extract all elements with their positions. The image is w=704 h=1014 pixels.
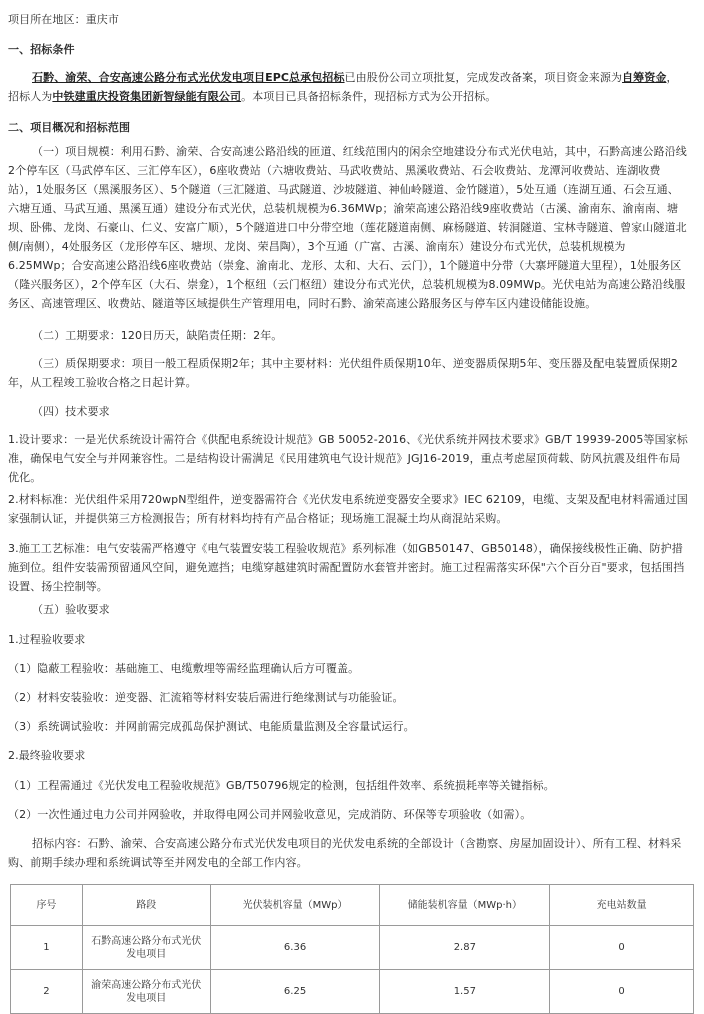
tender-conditions-paragraph	[8, 68, 688, 106]
capacity-table	[10, 884, 694, 1014]
duration-paragraph: （二）工期要求：120日历天，缺陷责任期：2年。	[32, 329, 283, 342]
project-name: 石黔、渝荣、合安高速公路分布式光伏发电项目EPC总承包招标	[32, 71, 345, 84]
tech-requirements-heading: （四）技术要求	[32, 405, 110, 418]
cell-no: 1	[11, 926, 83, 970]
conditions-text-a: 已由股份公司立项批复，完成发改备案，项目资金来源为	[344, 71, 623, 84]
acceptance-item-system-debug: （3）系统调试验收：并网前需完成孤岛保护测试、电能质量监测及全容量试运行。	[8, 720, 415, 733]
final-acceptance-item-standard: （1）工程需通过《光伏发电工程验收规范》GB/T50796规定的检测，包括组件效率、系统损耗率等关键指标。	[8, 779, 555, 792]
cell-storage-capacity: 2.87	[380, 926, 550, 970]
project-scale-paragraph: （一）项目规模：利用石黔、渝荣、合安高速公路沿线的匝道、红线范围内的闲余空地建设分布式光伏电站，其中，石黔高速公路沿线2个停车区（马武停车区、三汇停车区），6座收费站（六塘收费站、马武收费站、黑溪收费站、石会收费站、龙潭河收费站、连湖收费站），1处服务区（黑溪服务区）、5个隧道（三汇隧道、马武隧道、沙坡隧道、神仙岭隧道、金竹隧道），5处互通（连湖互通、石会互通、六塘互通、马武互通、黑溪互通）建设分布式光伏，总装机规模为6.36MWp；渝荣高速公路沿线9座收费站（古溪、渝南东、渝南南、塘坝、卧佛、龙岗、石豪山、仁义、安富广顺），5个隧道进口中分带空地（莲花隧道南侧、麻杨隧道、转洞隧道、宝林寺隧道、曾家山隧道北侧/南侧），4处服务区（龙形停车区、塘坝、龙岗、荣昌陶），3个互通（广富、古溪、渝南东）建设分布式光伏，总装机规模为6.25MWp；合安高速公路沿线6座收费站（崇龛、渝南北、龙形、太和、大石、云门），1个隧道中分带（大寨坪隧道大里程），1处服务区（隆兴服务区），2个停车区（大石、崇龛），1个枢纽（云门枢纽）建设分布式光伏，总装机规模为8.09MWp。光伏电站为高速公路沿线服务区、高速管理区、收费站、隧道等区域提供生产管理用电，同时石黔、渝荣高速公路服务区与停车区内建设储能设施。	[8, 145, 687, 310]
cell-charging-stations: 0	[550, 926, 694, 970]
cell-section: 石黔高速公路分布式光伏发电项目	[82, 926, 210, 970]
cell-section: 渝荣高速公路分布式光伏发电项目	[82, 970, 210, 1014]
acceptance-item-concealed-works: （1）隐蔽工程验收：基础施工、电缆敷埋等需经监理确认后方可覆盖。	[8, 662, 360, 675]
tender-scope-paragraph: 招标内容：石黔、渝荣、合安高速公路分布式光伏发电项目的光伏发电系统的全部设计（含勘察、房屋加固设计）、所有工程、材料采购、前期手续办理和系统调试等至并网发电的全部工作内容。	[8, 837, 682, 869]
cell-charging-stations: 0	[550, 970, 694, 1014]
acceptance-heading: （五）验收要求	[32, 603, 110, 616]
cell-storage-capacity: 1.57	[380, 970, 550, 1014]
section-heading-tender-conditions: 一、招标条件	[8, 43, 75, 56]
tenderer-name: 中铁建重庆投资集团新智绿能有限公司	[52, 90, 242, 103]
cell-pv-capacity: 6.25	[210, 970, 380, 1014]
final-acceptance-item-grid: （2）一次性通过电力公司并网验收，并取得电网公司并网验收意见，完成消防、环保等专项验收（如需）。	[8, 808, 532, 821]
section-heading-overview: 二、项目概况和招标范围	[8, 121, 131, 134]
header-section: 路段	[82, 885, 210, 926]
header-no: 序号	[11, 885, 83, 926]
warranty-paragraph: （三）质保期要求：项目一般工程质保期2年；其中主要材料：光伏组件质保期10年、逆变器质保期5年、变压器及配电装置质保期2年，从工程竣工验收合格之日起计算。	[8, 357, 678, 389]
header-pv-capacity: 光伏装机容量（MWp）	[210, 885, 380, 926]
cell-no: 2	[11, 970, 83, 1014]
project-location	[8, 10, 688, 29]
final-acceptance-heading: 2.最终验收要求	[8, 749, 86, 762]
header-charging-stations: 充电站数量	[550, 885, 694, 926]
conditions-text-c: 。本项目已具备招标条件，现招标方式为公开招标。	[241, 90, 497, 103]
table-header-row	[11, 885, 694, 926]
tech-requirement-materials: 2.材料标准：光伏组件采用720wpN型组件，逆变器需符合《光伏发电系统逆变器安全要求》IEC 62109，电缆、支架及配电材料需通过国家强制认证，并提供第三方检测报告；所有材料均持有产品合格证；现场施工混凝土均从商混站采购。	[8, 493, 688, 525]
process-acceptance-heading: 1.过程验收要求	[8, 633, 86, 646]
table-row	[11, 970, 694, 1014]
tech-requirement-design: 1.设计要求：一是光伏系统设计需符合《供配电系统设计规范》GB 50052-2016、《光伏系统并网技术要求》GB/T 19939-2005等国家标准，确保电气安全与并网兼容性。二是结构设计需满足《民用建筑电气设计规范》JGJ16-2019，重点考虑屋顶荷载、防风抗震及组件布局优化。	[8, 433, 688, 484]
location-value: 重庆市	[85, 13, 120, 26]
table-row	[11, 926, 694, 970]
location-label: 项目所在地区：	[8, 13, 86, 26]
fund-source: 自筹资金	[622, 71, 667, 84]
acceptance-item-materials: （2）材料安装验收：逆变器、汇流箱等材料安装后需进行绝缘测试与功能验证。	[8, 691, 404, 704]
header-storage-capacity: 储能装机容量（MWp·h）	[380, 885, 550, 926]
cell-pv-capacity: 6.36	[210, 926, 380, 970]
conditions-text-b: ，招标人为	[8, 71, 678, 103]
tech-requirement-construction: 3.施工工艺标准：电气安装需严格遵守《电气装置安装工程验收规范》系列标准（如GB50147、GB50148），确保接线极性正确、防护措施到位。组件安装需预留通风空间，避免遮挡；电缆穿越建筑时需配置防水套管并密封。施工过程需落实环保"六个百分百"要求，包括围挡设置、扬尘控制等。	[8, 542, 685, 593]
